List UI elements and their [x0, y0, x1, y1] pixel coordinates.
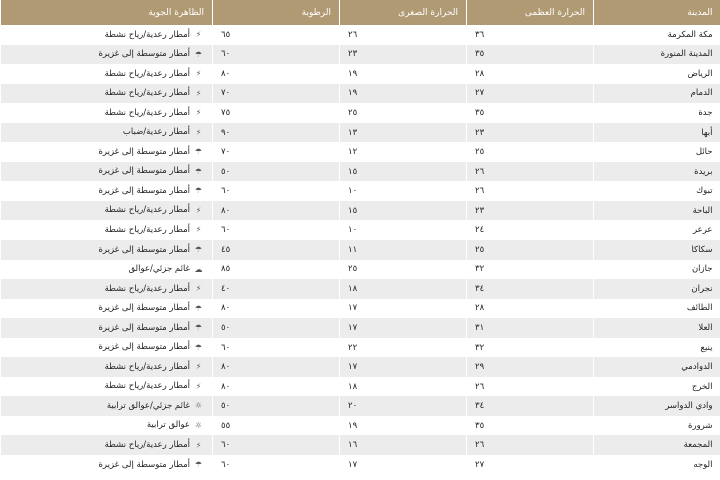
cell-weather: [1, 338, 213, 358]
thunder-wind-icon: ⚡: [195, 225, 202, 235]
thunder-wind-icon: ⚡: [195, 381, 202, 391]
thunder-wind-icon: ⚡: [195, 284, 202, 294]
cell-weather: [1, 396, 213, 416]
table-row: [1, 162, 720, 182]
rain-icon: ☂: [194, 342, 203, 352]
cell-humidity: ٦٠: [213, 338, 340, 358]
cell-humidity: ٨٠: [213, 299, 340, 319]
cell-city: وادي الدواسر: [594, 396, 720, 416]
cell-city: جازان: [594, 260, 720, 280]
cell-min-temp: ١٩: [340, 416, 467, 436]
weather-text: عوالق ترابية: [146, 420, 190, 431]
weather-condition: [105, 108, 204, 118]
cell-max-temp: ٣٢: [467, 338, 594, 358]
cell-city: الباحة: [594, 201, 720, 221]
weather-condition: [105, 205, 204, 215]
cell-humidity: ٤٥: [213, 240, 340, 260]
cell-max-temp: ٢٣: [467, 123, 594, 143]
cell-city: عرعر: [594, 220, 720, 240]
weather-condition: [98, 342, 204, 352]
table-row: [1, 123, 720, 143]
cell-min-temp: ١٥: [340, 162, 467, 182]
cell-weather: [1, 416, 213, 436]
cell-max-temp: ٢٤: [467, 220, 594, 240]
weather-text: أمطار رعدية/ضباب: [122, 127, 190, 138]
table-header: [1, 0, 720, 25]
cell-humidity: ٦٠: [213, 181, 340, 201]
weather-text: أمطار رعدية/رياح نشطة: [104, 107, 190, 118]
cell-min-temp: ٢٥: [340, 103, 467, 123]
rain-icon: ☂: [194, 245, 203, 255]
weather-text: أمطار متوسطة إلى غزيرة: [98, 146, 190, 157]
cell-humidity: ٥٠: [213, 318, 340, 338]
cell-weather: [1, 162, 213, 182]
cell-max-temp: ٢٧: [467, 455, 594, 475]
weather-text: أمطار رعدية/رياح نشطة: [104, 29, 190, 40]
rain-icon: ☂: [194, 460, 203, 470]
cell-city: العلا: [594, 318, 720, 338]
cell-weather: [1, 45, 213, 65]
cell-weather: [1, 123, 213, 143]
thunder-wind-icon: ⚡: [195, 205, 202, 215]
table-row: [1, 416, 720, 436]
cell-min-temp: ١٥: [340, 201, 467, 221]
weather-condition: [128, 264, 204, 274]
table-row: [1, 201, 720, 221]
cell-city: المدينة المنورة: [594, 45, 720, 65]
weather-text: غائم جزئي/عوالق ترابية: [106, 400, 190, 411]
cell-max-temp: ٢٦: [467, 435, 594, 455]
weather-text: أمطار متوسطة إلى غزيرة: [98, 303, 190, 314]
cell-max-temp: ٢٣: [467, 201, 594, 221]
table-row: [1, 45, 720, 65]
weather-condition: [98, 166, 204, 176]
table-row: [1, 299, 720, 319]
weather-condition: [105, 30, 204, 40]
cell-max-temp: ٣٦: [467, 25, 594, 45]
cell-humidity: ٧٠: [213, 142, 340, 162]
weather-text: أمطار رعدية/رياح نشطة: [104, 68, 190, 79]
header-weather: الظاهرة الجوية: [1, 0, 213, 25]
weather-condition: [98, 303, 204, 313]
cell-min-temp: ١٧: [340, 357, 467, 377]
cell-city: شرورة: [594, 416, 720, 436]
cell-city: المجمعة: [594, 435, 720, 455]
cell-max-temp: ٢٨: [467, 64, 594, 84]
cell-city: الطائف: [594, 299, 720, 319]
cell-city: الدوادمي: [594, 357, 720, 377]
cell-humidity: ٨٠: [213, 201, 340, 221]
weather-text: أمطار متوسطة إلى غزيرة: [98, 342, 190, 353]
cell-city: بريدة: [594, 162, 720, 182]
table-row: [1, 318, 720, 338]
table-row: [1, 142, 720, 162]
cell-max-temp: ٣٥: [467, 45, 594, 65]
cell-city: الوجه: [594, 455, 720, 475]
cell-humidity: ٩٠: [213, 123, 340, 143]
cell-weather: [1, 240, 213, 260]
thunder-wind-icon: ⚡: [195, 69, 202, 79]
rain-icon: ☂: [194, 303, 203, 313]
weather-condition: [98, 147, 204, 157]
weather-text: أمطار متوسطة إلى غزيرة: [98, 185, 190, 196]
table-body: [1, 25, 720, 475]
cell-city: ينبع: [594, 338, 720, 358]
weather-text: أمطار رعدية/رياح نشطة: [104, 205, 190, 216]
cell-max-temp: ٢٨: [467, 299, 594, 319]
weather-text: غائم جزئي/عوالق: [128, 264, 190, 275]
cell-city: جدة: [594, 103, 720, 123]
weather-condition: [98, 186, 204, 196]
cell-city: أبها: [594, 123, 720, 143]
cell-min-temp: ١٢: [340, 142, 467, 162]
thunder-wind-icon: ⚡: [195, 30, 202, 40]
header-min-temp: الحرارة الصغرى: [340, 0, 467, 25]
thunder-wind-icon: ⚡: [195, 108, 202, 118]
cell-min-temp: ١٧: [340, 455, 467, 475]
cell-min-temp: ١٧: [340, 299, 467, 319]
weather-condition: [98, 245, 204, 255]
thunder-wind-icon: ⚡: [195, 440, 202, 450]
table-row: [1, 240, 720, 260]
weather-condition: [123, 127, 204, 137]
cell-max-temp: ٢٦: [467, 162, 594, 182]
rain-icon: ☂: [194, 166, 203, 176]
weather-text: أمطار رعدية/رياح نشطة: [104, 381, 190, 392]
cell-humidity: ٦٥: [213, 25, 340, 45]
cell-city: الرياض: [594, 64, 720, 84]
cell-humidity: ٨٠: [213, 357, 340, 377]
cell-humidity: ٥٠: [213, 162, 340, 182]
weather-text: أمطار متوسطة إلى غزيرة: [98, 49, 190, 60]
weather-condition: [105, 88, 204, 98]
cell-weather: [1, 455, 213, 475]
cell-min-temp: ٢٥: [340, 260, 467, 280]
cell-humidity: ٥٠: [213, 396, 340, 416]
cell-max-temp: ٢٥: [467, 142, 594, 162]
cell-weather: [1, 103, 213, 123]
weather-text: أمطار رعدية/رياح نشطة: [104, 88, 190, 99]
weather-text: أمطار متوسطة إلى غزيرة: [98, 244, 190, 255]
table-row: [1, 103, 720, 123]
cell-min-temp: ١٠: [340, 220, 467, 240]
cell-weather: [1, 220, 213, 240]
cell-weather: [1, 25, 213, 45]
cell-max-temp: ٣١: [467, 318, 594, 338]
cell-weather: [1, 318, 213, 338]
header-humidity: الرطوبة: [213, 0, 340, 25]
cell-max-temp: ٢٦: [467, 377, 594, 397]
weather-text: أمطار متوسطة إلى غزيرة: [98, 166, 190, 177]
cell-weather: [1, 181, 213, 201]
rain-icon: ☂: [194, 323, 203, 333]
table-row: [1, 64, 720, 84]
weather-condition: [105, 69, 204, 79]
cell-min-temp: ٢٣: [340, 45, 467, 65]
weather-condition: [147, 420, 204, 430]
thunder-wind-icon: ⚡: [195, 362, 202, 372]
weather-condition: [98, 323, 204, 333]
cell-min-temp: ٢٦: [340, 25, 467, 45]
cell-humidity: ٦٠: [213, 45, 340, 65]
cell-max-temp: ٣٥: [467, 103, 594, 123]
cell-weather: [1, 377, 213, 397]
cell-min-temp: ١٣: [340, 123, 467, 143]
cell-min-temp: ١١: [340, 240, 467, 260]
cell-city: الخرج: [594, 377, 720, 397]
table-row: [1, 396, 720, 416]
cell-max-temp: ٢٦: [467, 181, 594, 201]
table-row: [1, 338, 720, 358]
cell-min-temp: ١٦: [340, 435, 467, 455]
weather-condition: [105, 362, 204, 372]
cell-humidity: ٦٠: [213, 455, 340, 475]
cell-max-temp: ٣٤: [467, 396, 594, 416]
cell-weather: [1, 279, 213, 299]
thunder-fog-icon: ⚡: [195, 127, 202, 137]
cell-humidity: ٧٥: [213, 103, 340, 123]
cell-min-temp: ١٩: [340, 84, 467, 104]
weather-condition: [107, 401, 204, 411]
table-row: [1, 84, 720, 104]
cell-weather: [1, 435, 213, 455]
cell-humidity: ٦٠: [213, 220, 340, 240]
table-row: [1, 181, 720, 201]
cell-humidity: ٥٥: [213, 416, 340, 436]
table-row: [1, 455, 720, 475]
cell-max-temp: ٢٩: [467, 357, 594, 377]
header-max-temp: الحرارة العظمى: [467, 0, 594, 25]
weather-condition: [98, 460, 204, 470]
cell-weather: [1, 84, 213, 104]
cell-max-temp: ٢٥: [467, 240, 594, 260]
cell-min-temp: ١٧: [340, 318, 467, 338]
cell-max-temp: ٣٤: [467, 279, 594, 299]
cell-city: نجران: [594, 279, 720, 299]
table-row: [1, 25, 720, 45]
rain-icon: ☂: [194, 49, 203, 59]
weather-condition: [105, 381, 204, 391]
cell-city: الدمام: [594, 84, 720, 104]
cell-min-temp: ٢٢: [340, 338, 467, 358]
weather-text: أمطار متوسطة إلى غزيرة: [98, 459, 190, 470]
cell-humidity: ٧٠: [213, 84, 340, 104]
cell-city: تبوك: [594, 181, 720, 201]
dust-sun-icon: ☼: [194, 401, 203, 411]
cell-weather: [1, 299, 213, 319]
cell-humidity: ٦٠: [213, 435, 340, 455]
cell-weather: [1, 260, 213, 280]
thunder-wind-icon: ⚡: [195, 88, 202, 98]
weather-condition: [105, 225, 204, 235]
weather-text: أمطار رعدية/رياح نشطة: [104, 224, 190, 235]
table-row: [1, 377, 720, 397]
table-row: [1, 260, 720, 280]
cell-city: مكة المكرمة: [594, 25, 720, 45]
cell-weather: [1, 357, 213, 377]
cell-max-temp: ٣٢: [467, 260, 594, 280]
cell-weather: [1, 142, 213, 162]
cell-max-temp: ٣٥: [467, 416, 594, 436]
cell-humidity: ٨٠: [213, 377, 340, 397]
cell-min-temp: ١٠: [340, 181, 467, 201]
partly-cloudy-icon: ☁: [194, 264, 203, 274]
table-row: [1, 279, 720, 299]
cell-min-temp: ١٨: [340, 377, 467, 397]
cell-humidity: ٨٠: [213, 64, 340, 84]
weather-condition: [105, 284, 204, 294]
weather-condition: [105, 440, 204, 450]
cell-weather: [1, 64, 213, 84]
cell-weather: [1, 201, 213, 221]
cell-min-temp: ١٨: [340, 279, 467, 299]
table-row: [1, 357, 720, 377]
weather-text: أمطار رعدية/رياح نشطة: [104, 440, 190, 450]
cell-city: حائل: [594, 142, 720, 162]
table-row: [1, 220, 720, 240]
weather-text: أمطار متوسطة إلى غزيرة: [98, 322, 190, 333]
header-city: المدينة: [594, 0, 720, 25]
cell-min-temp: ١٩: [340, 64, 467, 84]
table-row: [1, 435, 720, 455]
weather-text: أمطار رعدية/رياح نشطة: [104, 361, 190, 372]
cell-humidity: ٨٥: [213, 260, 340, 280]
cell-humidity: ٤٠: [213, 279, 340, 299]
weather-text: أمطار رعدية/رياح نشطة: [104, 283, 190, 294]
weather-condition: [98, 49, 204, 59]
dust-icon: ☼: [194, 420, 203, 430]
cell-city: سكاكا: [594, 240, 720, 260]
rain-icon: ☂: [194, 147, 203, 157]
rain-icon: ☂: [194, 186, 203, 196]
cell-max-temp: ٢٧: [467, 84, 594, 104]
cell-min-temp: ٢٠: [340, 396, 467, 416]
